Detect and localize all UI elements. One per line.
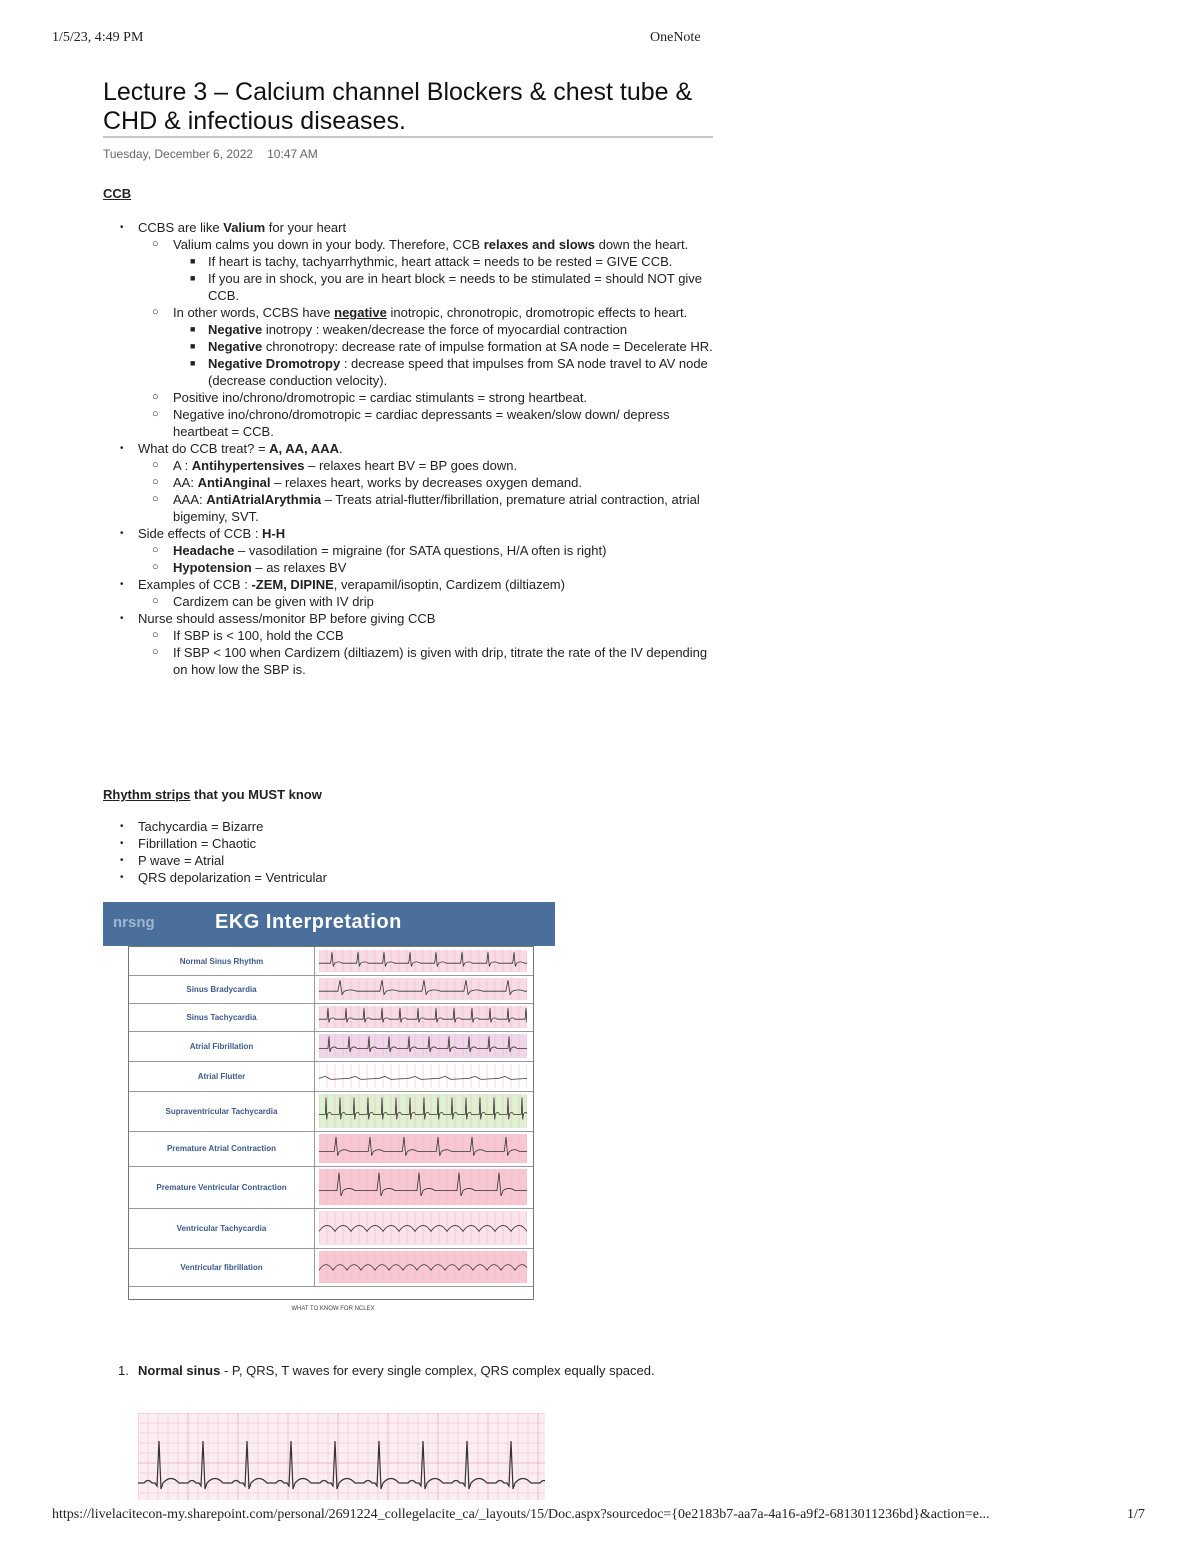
ekg-row-label: Premature Atrial Contraction <box>129 1131 315 1166</box>
print-header <box>52 30 712 50</box>
ekg-row <box>129 1131 533 1167</box>
ekg-strip <box>319 1169 527 1205</box>
item-number: 1. <box>118 1363 129 1378</box>
ekg-strip <box>319 1134 527 1163</box>
ekg-row-label: Ventricular fibrillation <box>129 1248 315 1286</box>
ekg-row <box>129 1166 533 1209</box>
ekg-table <box>128 946 534 1300</box>
list-item: • CCBS are like Valium for your heart <box>120 220 347 235</box>
page-title: Lecture 3 – Calcium channel Blockers & chest tube & CHD & infectious diseases. <box>103 78 693 135</box>
ekg-row <box>129 1061 533 1092</box>
ekg-strip <box>319 1094 527 1128</box>
page-timestamp <box>103 147 318 161</box>
list-item: ○ In other words, CCBS have negative inotropic, chronotropic, dromotropic effects to heart. <box>152 305 688 320</box>
ekg-banner <box>103 902 555 946</box>
ekg-title: EKG Interpretation <box>215 911 402 933</box>
list-item: ■ Negative chronotropy: decrease rate of impulse formation at SA node = Decelerate HR. <box>190 339 713 354</box>
print-datetime: 1/5/23, 4:49 PM <box>52 30 144 45</box>
rhythm-heading: Rhythm strips that you MUST know <box>103 787 322 802</box>
list-item: • QRS depolarization = Ventricular <box>120 870 327 885</box>
item-emphasis: Normal sinus <box>138 1363 221 1378</box>
ekg-interpretation-image <box>103 902 555 1330</box>
list-item: • P wave = Atrial <box>120 853 225 868</box>
print-footer <box>52 1507 1152 1527</box>
list-item: • Nurse should assess/monitor BP before giving CCB <box>120 611 436 626</box>
ekg-strip <box>319 1064 527 1088</box>
nrsng-logo: nrsng <box>113 914 155 931</box>
page-date: Tuesday, December 6, 2022 <box>103 147 254 161</box>
list-item: ○ Cardizem can be given with IV drip <box>152 594 374 609</box>
ekg-strip <box>319 1251 527 1283</box>
list-item: ■ Negative Dromotropy : decrease speed that impulses from SA node travel to AV node (decrease conduction velocity). <box>190 356 708 388</box>
numbered-item <box>118 1362 698 1379</box>
list-item: ○ Negative ino/chrono/dromotropic = cardiac depressants = weaken/slow down/ depress heartbeat = CCB. <box>152 407 670 439</box>
list-item: ■ If you are in shock, you are in heart block = needs to be stimulated = should NOT give CCB. <box>190 271 703 303</box>
list-item: • Fibrillation = Chaotic <box>120 836 257 851</box>
list-item: • What do CCB treat? = A, AA, AAA. <box>120 441 343 456</box>
list-item: • Examples of CCB : -ZEM, DIPINE, verapamil/isoptin, Cardizem (diltiazem) <box>120 577 565 592</box>
print-page-number: 1/7 <box>1127 1507 1145 1522</box>
ekg-row-label: Ventricular Tachycardia <box>129 1208 315 1248</box>
ekg-row-label: Normal Sinus Rhythm <box>129 947 315 975</box>
list-item: ○ A : Antihypertensives – relaxes heart BV = BP goes down. <box>152 458 518 473</box>
ekg-row-label: Sinus Tachycardia <box>129 1003 315 1031</box>
ccb-heading: CCB <box>103 186 132 201</box>
ekg-row <box>129 1208 533 1249</box>
ccb-notes <box>118 219 718 678</box>
ekg-row-label: Premature Ventricular Contraction <box>129 1166 315 1208</box>
ekg-row <box>129 975 533 1004</box>
list-item: ○ If SBP is < 100, hold the CCB <box>152 628 344 643</box>
ekg-row <box>129 947 533 976</box>
item-text: - P, QRS, T waves for every single complex, QRS complex equally spaced. <box>220 1363 655 1378</box>
ekg-row-label: Sinus Bradycardia <box>129 975 315 1003</box>
ekg-footer: WHAT TO KNOW FOR NCLEX <box>291 1306 375 1312</box>
normal-sinus-strip-image <box>138 1413 545 1500</box>
ekg-row-label: Atrial Flutter <box>129 1061 315 1091</box>
list-item: ○ Positive ino/chrono/dromotropic = cardiac stimulants = strong heartbeat. <box>152 390 588 405</box>
rhythm-notes <box>118 818 718 886</box>
ekg-row <box>129 1003 533 1032</box>
page-time: 10:47 AM <box>267 147 318 161</box>
ekg-strip <box>319 1211 527 1245</box>
ekg-row-label: Atrial Fibrillation <box>129 1031 315 1061</box>
list-item: ○ AA: AntiAnginal – relaxes heart, works by decreases oxygen demand. <box>152 475 582 490</box>
ekg-row-label: Supraventricular Tachycardia <box>129 1091 315 1131</box>
ekg-strip <box>319 1006 527 1028</box>
print-url: https://livelacitecon-my.sharepoint.com/personal/2691224_collegelacite_ca/_layouts/15/Doc.aspx?sourcedoc={0e2183b7-aa7a-4a16-a9f2-6813011236bd}&action=e... <box>52 1507 990 1522</box>
list-item: ■ If heart is tachy, tachyarrhythmic, heart attack = needs to be rested = GIVE CCB. <box>190 254 673 269</box>
ekg-strip <box>319 1034 527 1058</box>
list-item: ○ If SBP < 100 when Cardizem (diltiazem) is given with drip, titrate the rate of the IV depending on how low the SBP is. <box>152 645 708 677</box>
print-app-name: OneNote <box>650 30 701 45</box>
list-item: ■ Negative inotropy : weaken/decrease the force of myocardial contraction <box>190 322 628 337</box>
list-item: ○ Headache – vasodilation = migraine (for SATA questions, H/A often is right) <box>152 543 607 558</box>
ekg-row <box>129 1031 533 1062</box>
list-item: • Side effects of CCB : H-H <box>120 526 286 541</box>
list-item: ○ Hypotension – as relaxes BV <box>152 560 347 575</box>
ekg-row <box>129 1248 533 1287</box>
list-item: • Tachycardia = Bizarre <box>120 819 264 834</box>
ekg-row <box>129 1091 533 1132</box>
ekg-strip <box>319 978 527 1000</box>
ekg-strip <box>319 950 527 972</box>
list-item: ○ Valium calms you down in your body. Therefore, CCB relaxes and slows down the heart. <box>152 237 689 252</box>
list-item: ○ AAA: AntiAtrialArythmia – Treats atrial-flutter/fibrillation, premature atrial contraction, atrial bigeminy, SVT. <box>152 492 700 524</box>
title-divider <box>103 136 713 138</box>
